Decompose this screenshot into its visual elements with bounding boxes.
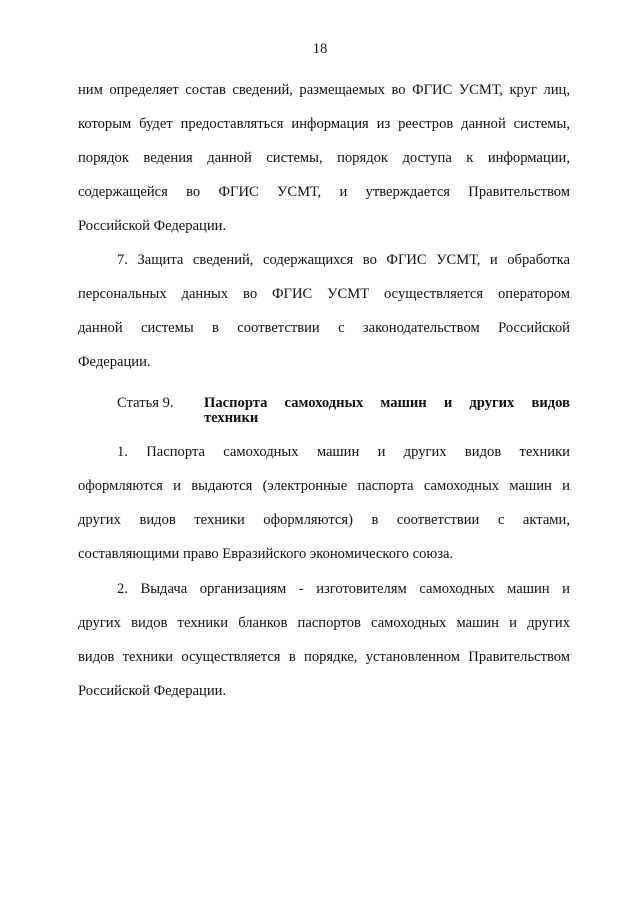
text-line: Российской Федерации. [78,683,227,699]
text-line: видов техники осуществляется в порядке, установленном Правительством [78,649,570,665]
text-line: которым будет предоставляться информация из реестров данной системы, [78,116,570,132]
article-label: Статья 9. [117,395,174,411]
text-line: 1. Паспорта самоходных машин и других видов техники [117,444,570,460]
text-line: других видов техники бланков паспортов самоходных машин и других [78,615,570,631]
text-line: оформляются и выдаются (электронные паспорта самоходных машин и [78,478,570,494]
text-line: 7. Защита сведений, содержащихся во ФГИС УСМТ, и обработка [117,252,570,268]
text-line: порядок ведения данной системы, порядок доступа к информации, [78,150,570,166]
text-line: персональных данных во ФГИС УСМТ осуществляется оператором [78,286,570,302]
page-number: 18 [312,41,328,57]
text-line: Российской Федерации. [78,218,227,234]
text-line: Федерации. [78,354,151,370]
text-line: ним определяет состав сведений, размещаемых во ФГИС УСМТ, круг лиц, [78,82,570,98]
text-line: содержащейся во ФГИС УСМТ, и утверждается Правительством [78,184,570,200]
article-title: Паспорта самоходных машин и других видов [204,395,570,411]
text-line: данной системы в соответствии с законодательством Российской [78,320,570,336]
text-line: других видов техники оформляются) в соответствии с актами, [78,512,570,528]
text-line: составляющими право Евразийского экономического союза. [78,546,454,562]
text-line: 2. Выдача организациям - изготовителям самоходных машин и [117,581,570,597]
article-title-continued: техники [204,410,259,426]
